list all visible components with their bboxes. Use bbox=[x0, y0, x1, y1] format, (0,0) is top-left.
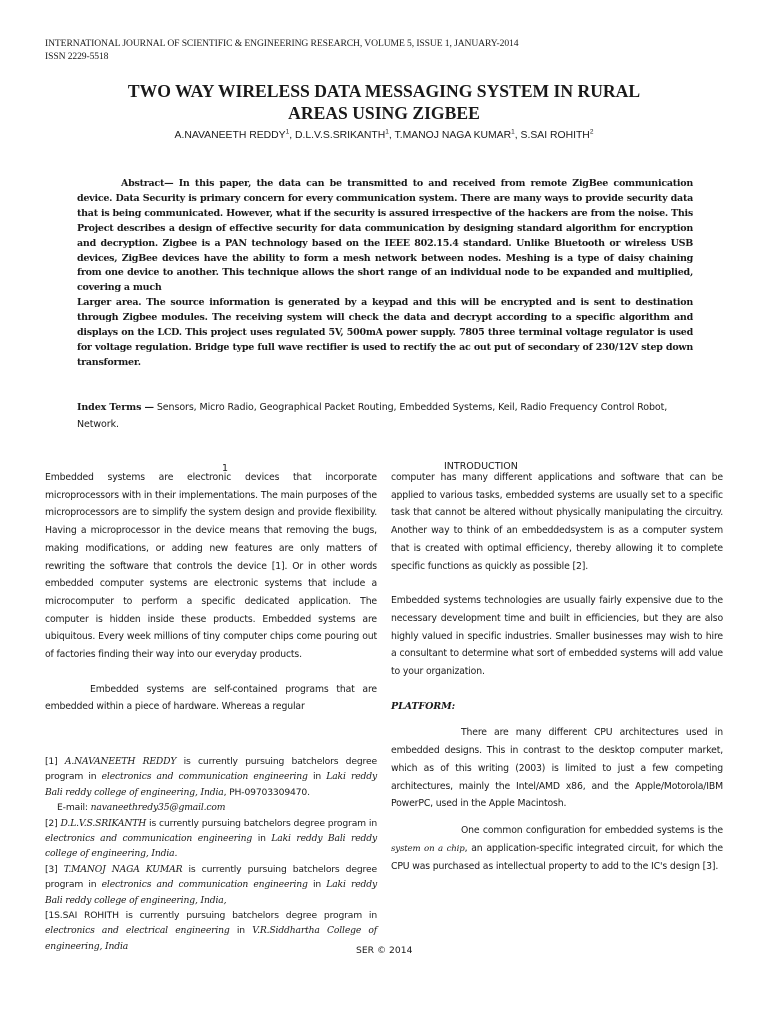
journal-name: INTERNATIONAL JOURNAL OF SCIENTIFIC & ENGINEERING RESEARCH, VOLUME 5, ISSUE 1, JANUARY-2014 bbox=[45, 38, 519, 49]
footnote-field: electronics and electrical engineering bbox=[45, 925, 230, 937]
author-footnotes bbox=[45, 754, 377, 954]
section-title: INTRODUCTION bbox=[444, 461, 518, 472]
title-line-2: AREAS USING ZIGBEE bbox=[288, 103, 480, 123]
email-label: E-mail: bbox=[57, 802, 91, 814]
abstract-text: In this paper, the data can be transmitted to and received from remote ZigBee communication device. Data Security is primary concern for every communication system. There are many ways to provide security data that is being communicated. However, what if the security is assured irrespective of the hackers are from the noise. This Project describes a design of effective security for data communication by designing standard algorithm for encryption and decryption. Zigbee is a PAN technology based on the IEEE 802.15.4 standard. Unlike Bluetooth or wireless USB devices, ZigBee devices have the ability to form a mesh network between nodes. Meshing is a type of daisy chaining from one device to another. This technique allows the short range of an individual node to be expanded and multiplied, covering a much bbox=[77, 178, 694, 294]
body-text: , an application-specific integrated circuit, for which the CPU was purchased as intellectual property to add to the IC's design [3]. bbox=[391, 842, 723, 873]
author-list bbox=[60, 130, 708, 141]
footnote-text: [1S.SAI ROHITH is currently pursuing batchelors degree program in bbox=[45, 910, 377, 922]
abstract bbox=[77, 177, 693, 371]
footnote-email-line bbox=[45, 800, 377, 815]
author-separator: , bbox=[514, 130, 521, 141]
body-paragraph: Embedded systems technologies are usually fairly expensive due to the necessary development time and built in efficiencies, but they are also highly valued in specific industries. Smaller businesses may wish to hire a consultant to determine what sort of embedded systems will add value to your organization. bbox=[391, 595, 723, 678]
abstract-paragraph-2: Larger area. The source information is generated by a keypad and this will be encrypted and is sent to destination through Zigbee modules. The receiving system will check the data and decrypt according to a specific algorithm and displays on the LCD. This project uses regulated 5V, 500mA power supply. 7805 three terminal voltage regulator is used for voltage regulation. Bridge type full wave rectifier is used to rectify the ac out put of secondary of 230/12V step down transformer. bbox=[77, 297, 693, 368]
author-name: A.NAVANEETH REDDY bbox=[174, 130, 286, 141]
footnote-marker: [2] bbox=[45, 817, 61, 829]
index-terms-label: Index Terms — bbox=[77, 402, 154, 413]
author-affiliation: 2 bbox=[589, 128, 594, 136]
author-affiliation: 1 bbox=[285, 128, 290, 136]
emphasis-text: system on a chip bbox=[391, 843, 465, 854]
journal-header bbox=[45, 38, 725, 63]
author-name: S.SAI ROHITH bbox=[520, 130, 590, 141]
footnote-text: is currently pursuing batchelors degree program in bbox=[146, 817, 377, 829]
footnote bbox=[45, 908, 377, 954]
footnote-text: in bbox=[252, 833, 272, 845]
footnote-marker: [1] bbox=[45, 756, 65, 767]
author-email: navaneethredy35@gmail.com bbox=[90, 802, 226, 814]
abstract-label: Abstract— bbox=[121, 178, 174, 189]
footnote bbox=[45, 862, 377, 908]
copyright-notice: SER © 2014 bbox=[356, 945, 413, 956]
issn: ISSN 2229-5518 bbox=[45, 50, 109, 62]
section-number: 1 bbox=[222, 463, 229, 474]
footnote-marker: [3] bbox=[45, 863, 64, 875]
footnote-text: in bbox=[229, 925, 253, 937]
footnote-college: V.R.Siddhartha College of engineering, India bbox=[45, 925, 377, 952]
footnote-text: in bbox=[307, 771, 327, 783]
author-separator: , bbox=[289, 130, 295, 141]
author-affiliation: 1 bbox=[385, 128, 389, 136]
body-paragraph: Embedded systems are self-contained programs that are embedded within a piece of hardware. Whereas a regular bbox=[45, 683, 377, 713]
footnote bbox=[45, 816, 377, 862]
footnote-phone: , PH-09703309470. bbox=[223, 786, 310, 798]
footnote-field: electronics and communication engineering bbox=[101, 879, 308, 891]
footnote-author: T.MANOJ NAGA KUMAR bbox=[63, 863, 183, 875]
footnote-text: is currently pursuing batchelors degree program in bbox=[45, 756, 377, 783]
author-name: D.L.V.S.SRIKANTH bbox=[295, 130, 386, 141]
author-name: T.MANOJ NAGA KUMAR bbox=[394, 130, 512, 141]
abstract-paragraph-1 bbox=[77, 177, 693, 296]
footnote-field: electronics and communication engineering bbox=[101, 771, 308, 783]
title-line-1: TWO WAY WIRELESS DATA MESSAGING SYSTEM IN RURAL bbox=[127, 81, 641, 101]
right-column bbox=[391, 469, 723, 876]
footnote bbox=[45, 754, 377, 800]
index-terms-text: Sensors, Micro Radio, Geographical Packet Routing, Embedded Systems, Keil, Radio Frequency Control Robot, Network. bbox=[77, 402, 668, 430]
paper-title bbox=[60, 80, 708, 124]
footnote-college: Laki reddy Bali reddy college of engineering, India. bbox=[45, 833, 377, 860]
body-paragraph: computer has many different applications and software that can be applied to various tasks, embedded systems are usually set to a specific task that cannot be altered without physically manipulating the circuitry. Another way to think of an embeddedsystem is as a computer system that is created with optimal efficiency, thereby allowing it to complete specific functions as quickly as possible [2]. bbox=[391, 472, 723, 572]
footnote-field: electronics and communication engineering bbox=[45, 833, 253, 845]
left-column bbox=[45, 469, 377, 716]
body-paragraph: Embedded systems are electronic devices that incorporate microprocessors with in their implementations. The main purposes of the microprocessors are to simplify the system design and provide flexibility. Having a microprocessor in the device means that removing the bugs, making modifications, or adding new features are only matters of rewriting the software that controls the device [1]. Or in other words embedded computer systems are electronic systems that include a microcomputer to perform a specific dedicated application. The computer is hidden inside these products. Embedded systems are ubiquitous. Every week millions of tiny computer chips come pouring out of factories finding their way into our everyday products. bbox=[45, 472, 377, 661]
author-affiliation: 1 bbox=[511, 128, 515, 136]
body-paragraph bbox=[391, 822, 723, 876]
footnote-text: in bbox=[307, 879, 327, 891]
index-terms bbox=[77, 399, 697, 433]
author-separator: , bbox=[388, 130, 395, 141]
footnote-college: Laki reddy Bali reddy college of engineering, India, bbox=[45, 879, 377, 906]
body-text: One common configuration for embedded systems is the bbox=[461, 824, 723, 836]
footnote-text: is currently pursuing batchelors degree program in bbox=[45, 863, 377, 891]
body-paragraph: There are many different CPU architectures used in embedded designs. This in contrast to the desktop computer market, which as of this writing (2003) is limited to just a few competing architectures, mainly the Intel/AMD x86, and the Apple/Motorola/IBM PowerPC, used in the Apple Macintosh. bbox=[391, 727, 723, 810]
platform-heading: PLATFORM: bbox=[391, 700, 455, 712]
footnote-college: Laki reddy Bali reddy college of engineering, India bbox=[45, 771, 377, 798]
footnote-author: D.L.V.S.SRIKANTH bbox=[60, 817, 147, 829]
footnote-author: A.NAVANEETH REDDY bbox=[64, 756, 177, 767]
